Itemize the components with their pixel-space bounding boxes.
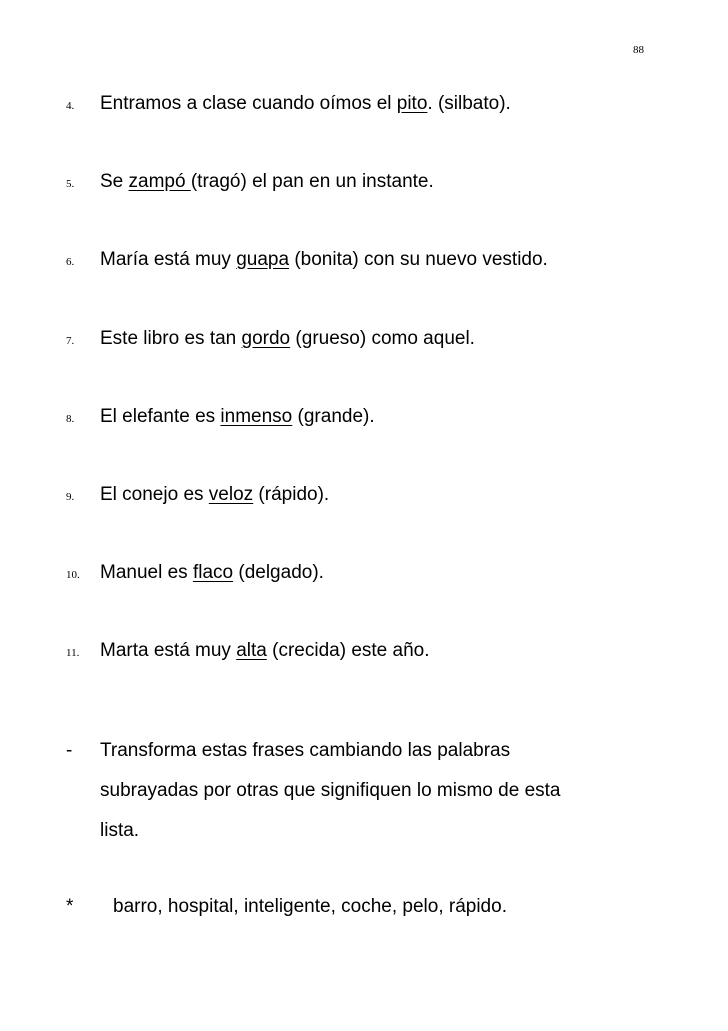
list-item (0, 479, 728, 509)
underlined-word: inmenso (220, 406, 293, 427)
list-item (0, 557, 728, 587)
underlined-word: alta (236, 640, 267, 661)
item-number: 5. (66, 178, 75, 190)
instruction-line: subrayadas por otras que signifiquen lo mismo de esta (100, 780, 561, 801)
item-sentence: Este libro es tan gordo (grueso) como aquel. (100, 328, 475, 349)
underlined-word: guapa (236, 249, 290, 270)
item-sentence: El elefante es inmenso (grande). (100, 406, 375, 427)
item-number: 7. (66, 335, 75, 347)
item-sentence: María está muy guapa (bonita) con su nuevo vestido. (100, 249, 548, 270)
item-sentence: Manuel es flaco (delgado). (100, 562, 324, 583)
item-sentence: Se zampó (tragó) el pan en un instante. (100, 171, 434, 192)
item-sentence: El conejo es veloz (rápido). (100, 484, 330, 505)
asterisk-bullet: * (66, 896, 74, 917)
item-number: 4. (66, 100, 75, 112)
underlined-word: gordo (241, 328, 291, 349)
underlined-word: veloz (208, 484, 254, 505)
list-item (0, 635, 728, 665)
dash-bullet: - (66, 740, 73, 761)
list-item (0, 88, 728, 118)
item-number: 10. (66, 569, 80, 581)
underlined-word: pito (396, 93, 428, 114)
word-list-text: barro, hospital, inteligente, coche, pelo, rápido. (113, 896, 507, 917)
list-item (0, 166, 728, 196)
item-sentence: Marta está muy alta (crecida) este año. (100, 640, 430, 661)
item-number: 9. (66, 491, 75, 503)
instruction-line: lista. (100, 820, 140, 841)
item-number: 11. (66, 647, 80, 659)
instruction-line: Transforma estas frases cambiando las palabras (100, 740, 511, 761)
underlined-word: zampó (128, 171, 191, 192)
list-item (0, 401, 728, 431)
item-number: 8. (66, 413, 75, 425)
item-sentence: Entramos a clase cuando oímos el pito. (silbato). (100, 93, 511, 114)
list-item (0, 244, 728, 274)
item-number: 6. (66, 256, 75, 268)
list-item (0, 323, 728, 353)
underlined-word: flaco (192, 562, 234, 583)
page-number: 88 (633, 44, 644, 56)
